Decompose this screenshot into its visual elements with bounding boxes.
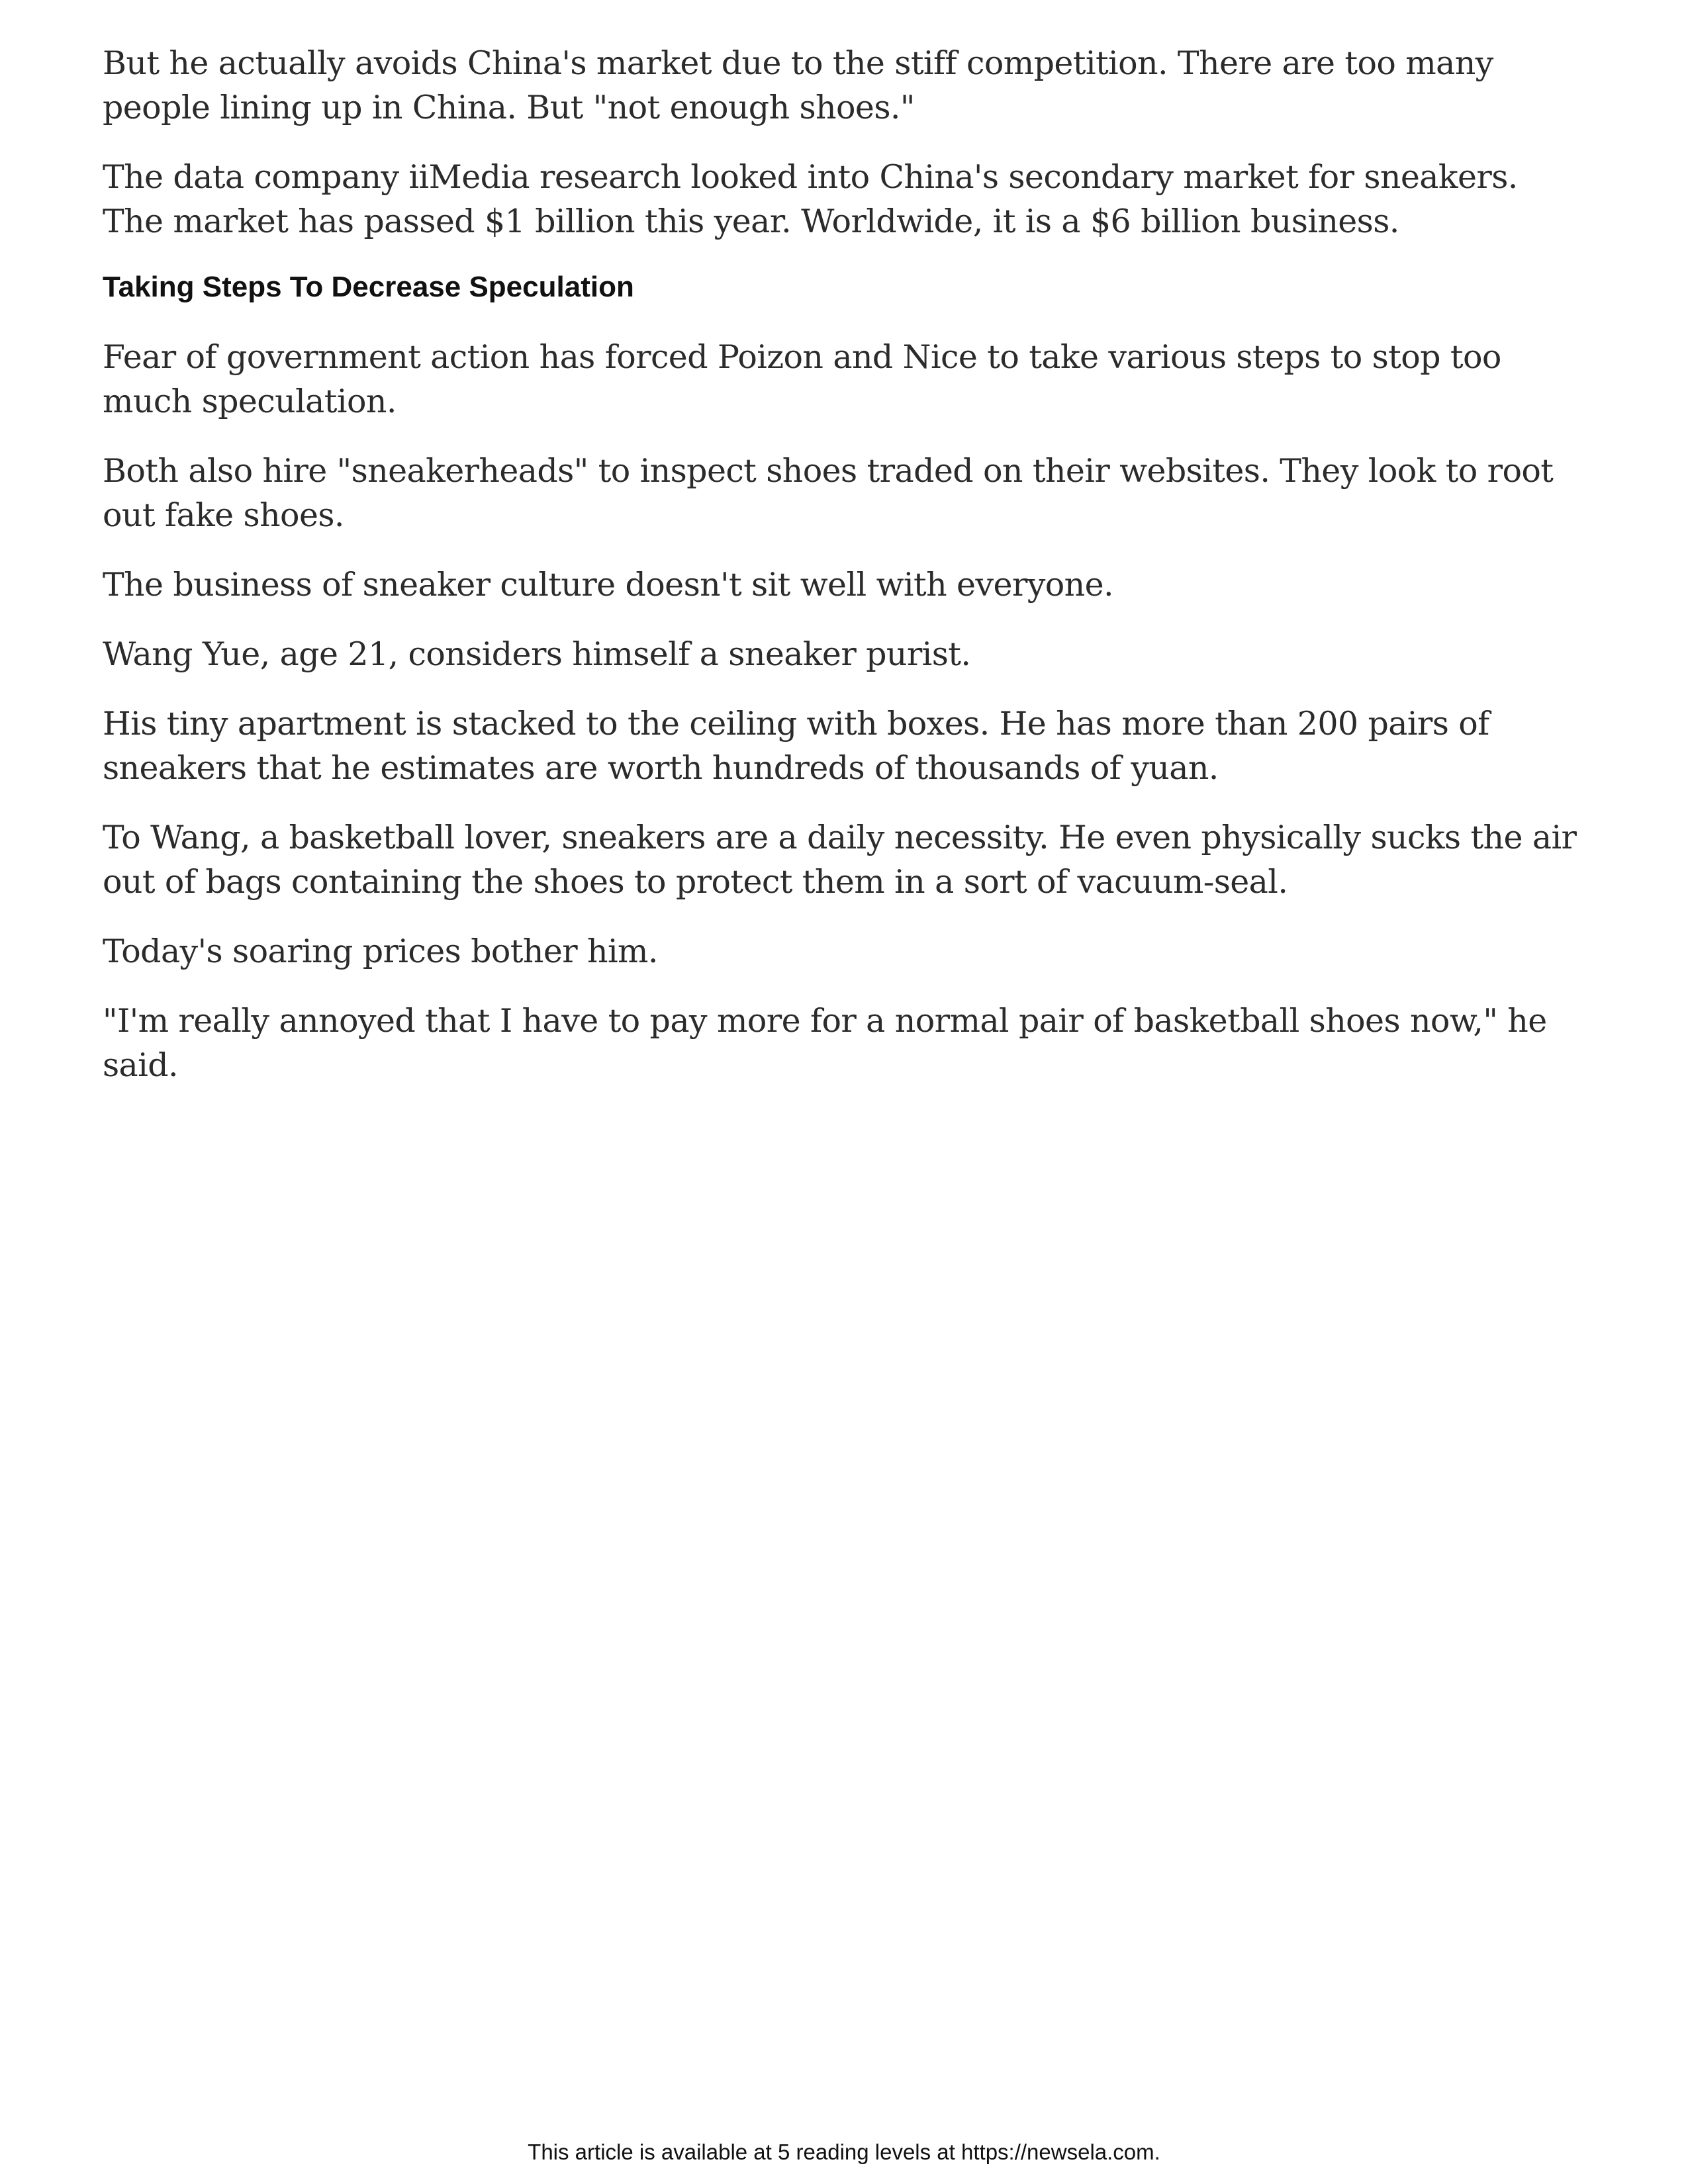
paragraph: To Wang, a basketball lover, sneakers are a daily necessity. He even physically sucks the air out of bags containing the shoes to protect them in a sort of vacuum-seal. — [103, 819, 1577, 901]
page-footer: This article is available at 5 reading levels at https://newsela.com. — [528, 2140, 1160, 2164]
paragraph: Wang Yue, age 21, considers himself a sneaker purist. — [103, 635, 971, 673]
paragraph: Today's soaring prices bother him. — [103, 933, 658, 970]
paragraph: "I'm really annoyed that I have to pay more for a normal pair of basketball shoes now," he said. — [103, 1002, 1547, 1084]
paragraph: Fear of government action has forced Poizon and Nice to take various steps to stop too much speculation. — [103, 338, 1501, 420]
section-heading: Taking Steps To Decrease Speculation — [103, 271, 634, 303]
paragraph: The business of sneaker culture doesn't sit well with everyone. — [103, 566, 1114, 604]
paragraph: Both also hire "sneakerheads" to inspect shoes traded on their websites. They look to root out fake shoes. — [103, 452, 1554, 534]
paragraph: His tiny apartment is stacked to the ceiling with boxes. He has more than 200 pairs of sneakers that he estimates are worth hundreds of thousands of yuan. — [103, 705, 1489, 787]
paragraph: But he actually avoids China's market due to the stiff competition. There are too many people lining up in China. But "not enough shoes." — [103, 44, 1493, 126]
article-body — [103, 41, 1585, 1113]
paragraph: The data company iiMedia research looked into China's secondary market for sneakers. The market has passed $1 billion this year. Worldwide, it is a $6 billion business. — [103, 158, 1518, 240]
